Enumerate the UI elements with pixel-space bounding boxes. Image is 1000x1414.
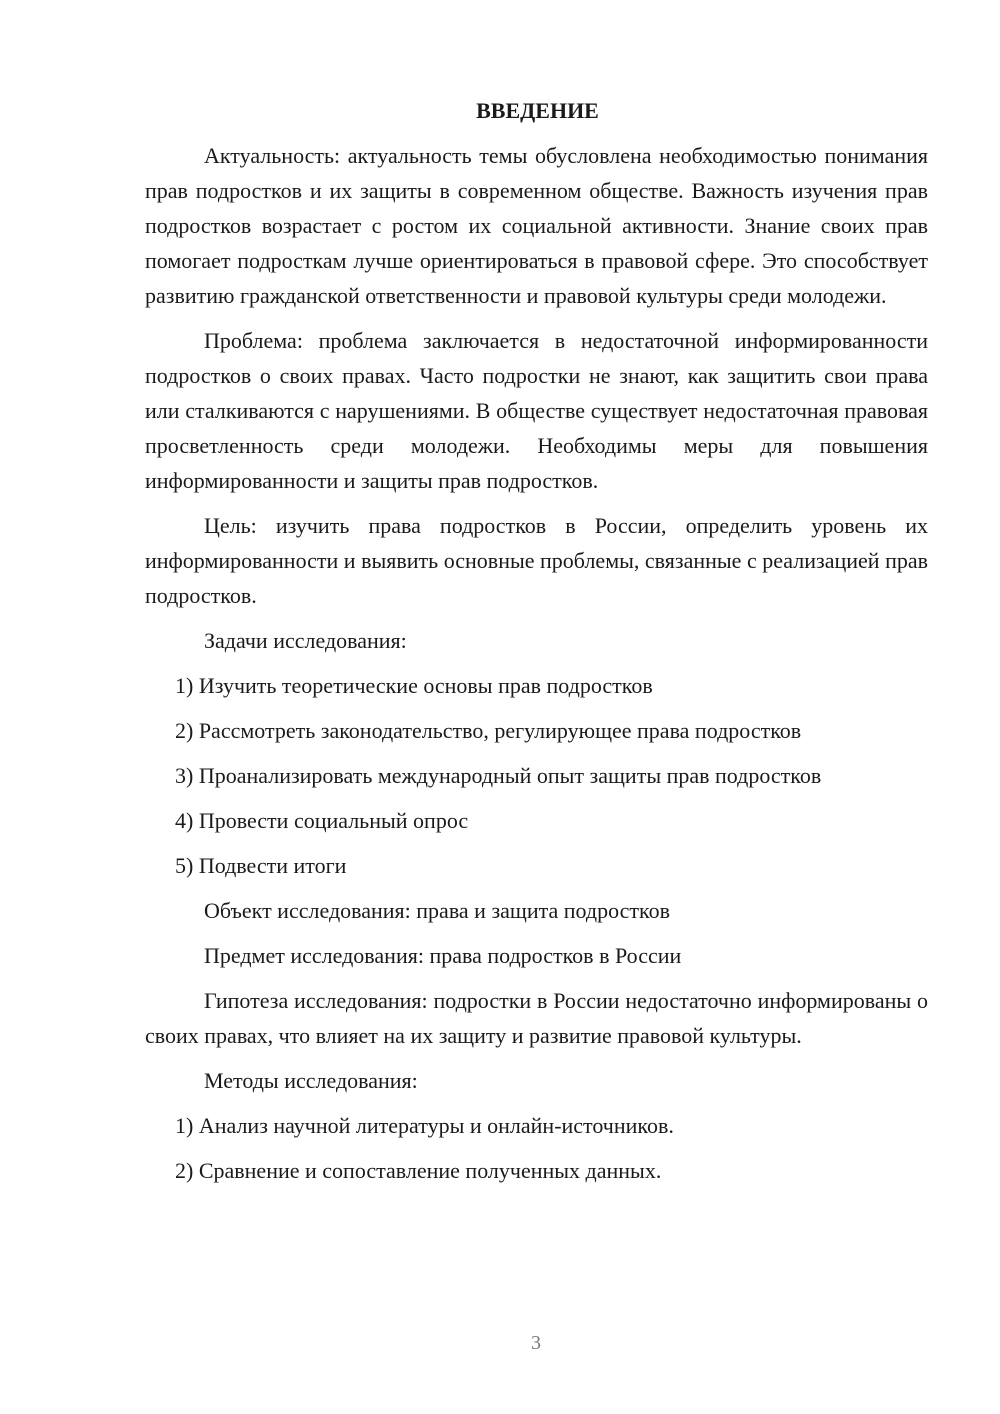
task-item: 2) Рассмотреть законодательство, регулирующее права подростков bbox=[175, 718, 802, 743]
task-item: 5) Подвести итоги bbox=[175, 853, 347, 878]
subject-line: Предмет исследования: права подростков в России bbox=[204, 943, 682, 968]
problem-paragraph: Проблема: проблема заключается в недостаточной информированности подростков о своих правах. Часто подростки не знают, как защитить свои права или сталкиваются с нарушениями. В обществе существует недостаточная правовая просветленность среди молодежи. Необходимы меры для повышения информированности и защиты прав подростков. bbox=[145, 328, 928, 493]
document-page bbox=[145, 93, 928, 1198]
relevance-paragraph: Актуальность: актуальность темы обусловлена необходимостью понимания прав подростков и их защиты в современном обществе. Важность изучения прав подростков возрастает с ростом их социальной активности. Знание своих прав помогает подросткам лучше ориентироваться в правовой сфере. Это способствует развитию гражданской ответственности и правовой культуры среди молодежи. bbox=[145, 143, 928, 308]
object-line: Объект исследования: права и защита подростков bbox=[204, 898, 670, 923]
hypothesis-paragraph: Гипотеза исследования: подростки в России недостаточно информированы о своих правах, что влияет на их защиту и развитие правовой культуры. bbox=[145, 988, 928, 1048]
method-item: 1) Анализ научной литературы и онлайн-источников. bbox=[175, 1113, 674, 1138]
tasks-heading: Задачи исследования: bbox=[204, 628, 407, 653]
task-item: 4) Провести социальный опрос bbox=[175, 808, 469, 833]
goal-paragraph: Цель: изучить права подростков в России, определить уровень их информированности и выявить основные проблемы, связанные с реализацией прав подростков. bbox=[145, 513, 928, 608]
method-item: 2) Сравнение и сопоставление полученных данных. bbox=[175, 1158, 662, 1183]
task-item: 3) Проанализировать международный опыт защиты прав подростков bbox=[175, 763, 822, 788]
page-title: ВВЕДЕНИЕ bbox=[476, 98, 599, 123]
methods-heading: Методы исследования: bbox=[204, 1068, 418, 1093]
page-number: 3 bbox=[531, 1332, 541, 1354]
task-item: 1) Изучить теоретические основы прав подростков bbox=[175, 673, 653, 698]
